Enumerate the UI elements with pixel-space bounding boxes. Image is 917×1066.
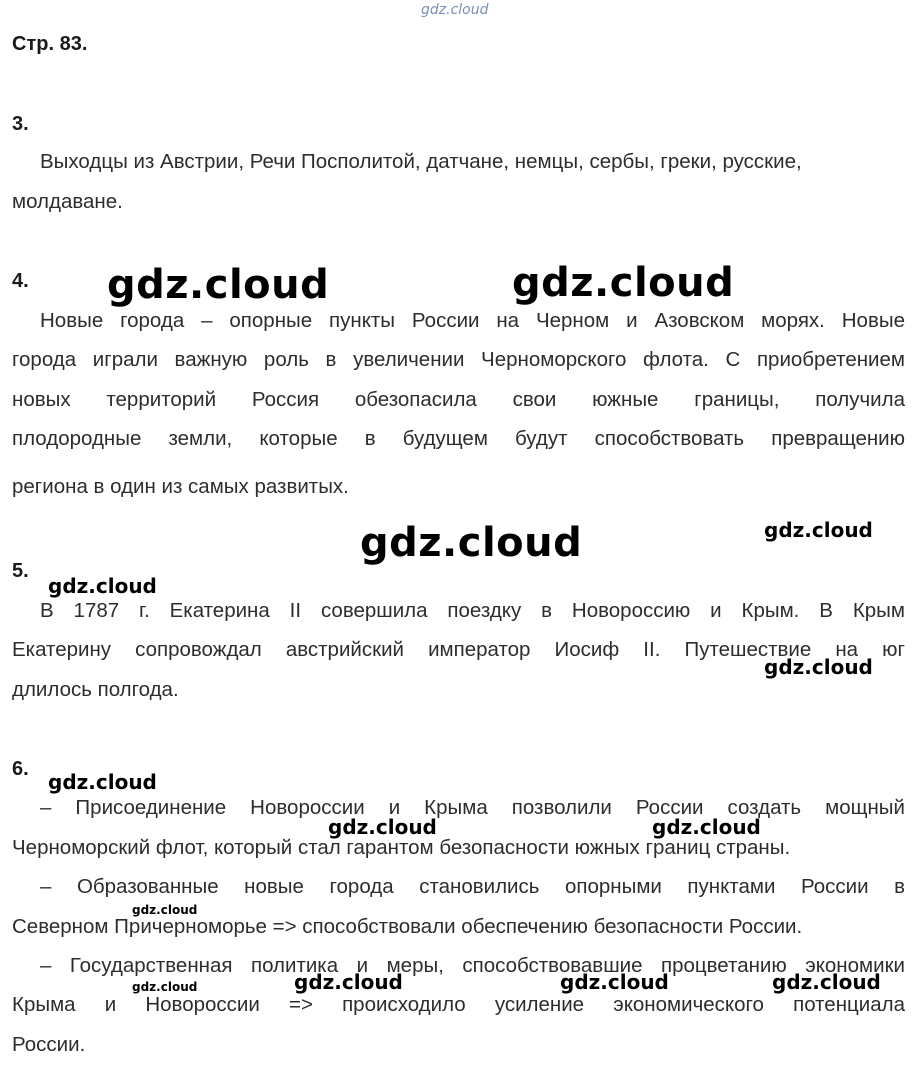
watermark: gdz.cloud (107, 262, 330, 308)
watermark: gdz.cloud (132, 903, 198, 917)
section-6-line-5: – Государственная политика и меры, способствовавшие процветанию экономики (40, 954, 905, 977)
watermark: gdz.cloud (48, 574, 157, 598)
watermark: gdz.cloud (560, 970, 669, 994)
section-5-line-2: Екатерину сопровождал австрийский император Иосиф II. Путешествие на юг (12, 638, 905, 661)
section-4-line-3: новых территорий Россия обезопасила свои южные границы, получила (12, 388, 905, 411)
section-4-line-2: города играли важную роль в увеличении Черноморского флота. С приобретением (12, 348, 905, 371)
watermark: gdz.cloud (772, 970, 881, 994)
section-3-line-2: молдаване. (12, 190, 123, 213)
section-6-line-2: Черноморский флот, который стал гарантом безопасности южных границ страны. (12, 836, 791, 859)
section-3-line-1: Выходцы из Австрии, Речи Посполитой, датчане, немцы, сербы, греки, русские, (40, 150, 802, 173)
section-5-number: 5. (12, 560, 29, 582)
watermark: gdz.cloud (294, 970, 403, 994)
watermark: gdz.cloud (764, 518, 873, 542)
section-4-line-4: плодородные земли, которые в будущем будут способствовать превращению (12, 427, 905, 450)
top-watermark: gdz.cloud (421, 2, 489, 18)
watermark: gdz.cloud (512, 260, 735, 306)
section-4-line-5: региона в один из самых развитых. (12, 475, 349, 498)
section-6-number: 6. (12, 758, 29, 780)
watermark: gdz.cloud (764, 655, 873, 679)
watermark: gdz.cloud (48, 770, 157, 794)
section-5-line-1: В 1787 г. Екатерина II совершила поездку в Новороссию и Крым. В Крым (40, 599, 905, 622)
section-4-number: 4. (12, 270, 29, 292)
page-number: Стр. 83. (12, 33, 88, 55)
watermark: gdz.cloud (132, 980, 198, 994)
section-6-line-1: – Присоединение Новороссии и Крыма позволили России создать мощный (40, 796, 905, 819)
section-5-line-3: длилось полгода. (12, 678, 179, 701)
section-6-line-7: России. (12, 1033, 86, 1056)
watermark: gdz.cloud (360, 520, 583, 566)
section-6-line-4: Северном Причерноморье => способствовали обеспечению безопасности России. (12, 915, 803, 938)
section-6-line-6: Крыма и Новороссии => происходило усиление экономического потенциала (12, 993, 905, 1016)
section-6-line-3: – Образованные новые города становились опорными пунктами России в (40, 875, 905, 898)
watermark: gdz.cloud (328, 815, 437, 839)
section-3-number: 3. (12, 113, 29, 135)
watermark: gdz.cloud (652, 815, 761, 839)
section-4-line-1: Новые города – опорные пункты России на Черном и Азовском морях. Новые (40, 309, 905, 332)
